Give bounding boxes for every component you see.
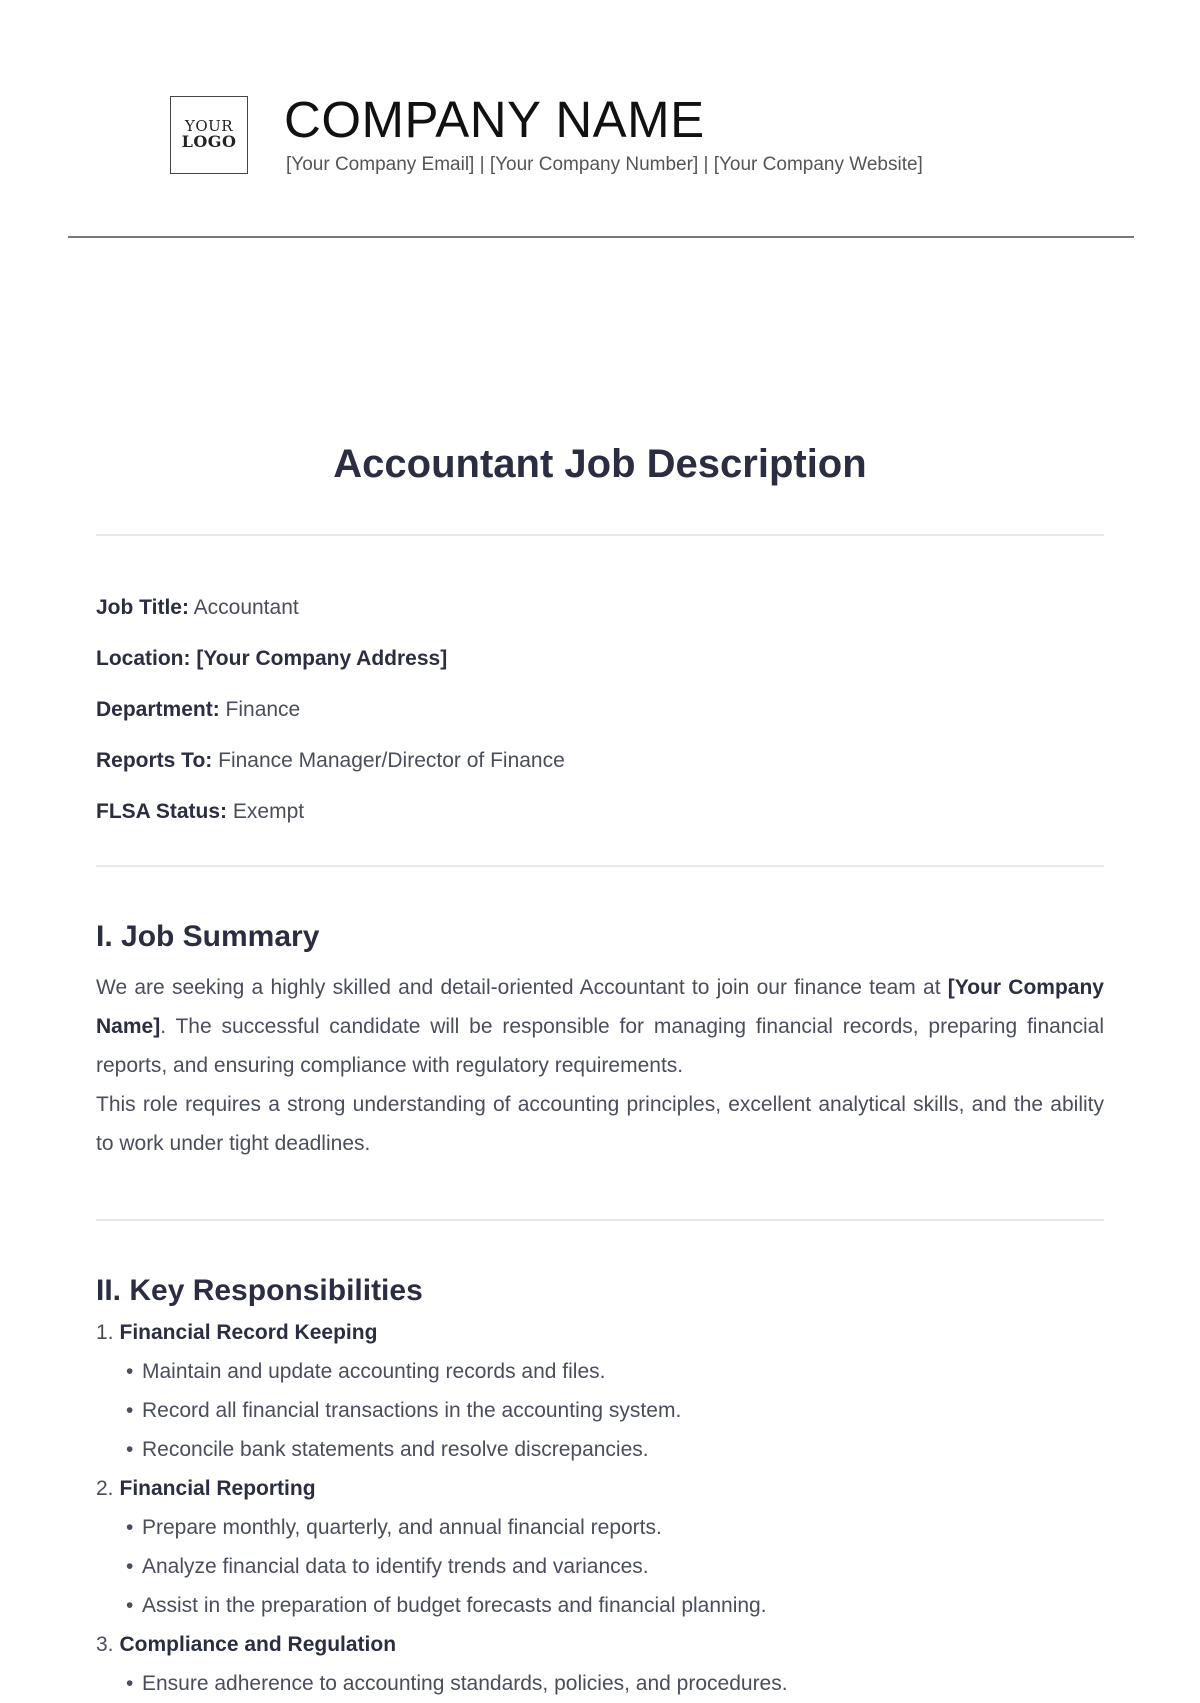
job-info-list [96,593,1104,848]
document-title: Accountant Job Description [333,442,867,486]
group-title: Compliance and Regulation [119,1633,397,1656]
responsibilities-list [96,1313,1104,1703]
document-header [0,0,1200,240]
group-title: Financial Record Keeping [119,1321,378,1344]
info-job-title [96,593,1104,644]
header-divider [68,236,1134,238]
logo-text-line2: LOGO [181,132,237,152]
info-location [96,644,1104,695]
divider [96,534,1104,536]
job-summary-heading: I. Job Summary [96,920,320,953]
responsibility-group-title [96,1625,1104,1664]
company-logo [170,96,248,174]
group-number: 3. [96,1633,114,1656]
company-name-placeholder: [Your Company Name] [96,976,1104,1038]
company-name: COMPANY NAME [284,91,705,148]
job-summary-paragraph-2: This role requires a strong understanding of accounting principles, excellent analytical skills, and the ability to work under tight deadlines. [96,1093,1104,1155]
responsibility-group [96,1469,1104,1625]
bullet-list [96,1508,1104,1625]
summary-text: . The successful candidate will be responsible for managing financial records, preparing financial reports, and ensuring compliance with regulatory requirements. [96,1015,1104,1077]
responsibility-group-title [96,1313,1104,1352]
info-flsa-status [96,797,1104,848]
list-item: • Record all financial transactions in the accounting system. [126,1399,682,1422]
logo-text-line1: YOUR [184,116,234,135]
info-label: FLSA Status: [96,800,228,823]
list-item: • Prepare monthly, quarterly, and annual financial reports. [126,1516,662,1539]
info-value: Exempt [232,800,305,823]
responsibility-group-title [96,1469,1104,1508]
info-department [96,695,1104,746]
list-item: • Maintain and update accounting records and files. [126,1360,606,1383]
info-label: Location: [96,647,191,670]
divider [96,865,1104,867]
list-item: • Assist in the preparation of budget forecasts and financial planning. [126,1594,767,1617]
job-summary-paragraph-1 [96,968,1104,1085]
info-value: Finance Manager/Director of Finance [218,749,565,772]
bullet-list [96,1352,1104,1469]
responsibility-group [96,1625,1104,1703]
info-label: Job Title: [96,596,189,619]
responsibility-group [96,1313,1104,1469]
summary-text: We are seeking a highly skilled and detail-oriented Accountant to join our finance team at [96,976,948,999]
group-title: Financial Reporting [119,1477,316,1500]
key-responsibilities-heading: II. Key Responsibilities [96,1274,423,1307]
info-value: Finance [225,698,301,721]
group-number: 1. [96,1321,114,1344]
info-value: Accountant [193,596,299,619]
divider [96,1219,1104,1221]
info-reports-to [96,746,1104,797]
list-item: • Analyze financial data to identify trends and variances. [126,1555,649,1578]
info-value: [Your Company Address] [196,647,448,670]
info-label: Reports To: [96,749,213,772]
info-label: Department: [96,698,220,721]
bullet-list [96,1664,1104,1703]
list-item: • Reconcile bank statements and resolve discrepancies. [126,1438,649,1461]
document-body [96,440,1104,1703]
list-item: • Ensure adherence to accounting standards, policies, and procedures. [126,1672,788,1695]
group-number: 2. [96,1477,114,1500]
company-contact-line: [Your Company Email] | [Your Company Number] | [Your Company Website] [286,154,923,175]
